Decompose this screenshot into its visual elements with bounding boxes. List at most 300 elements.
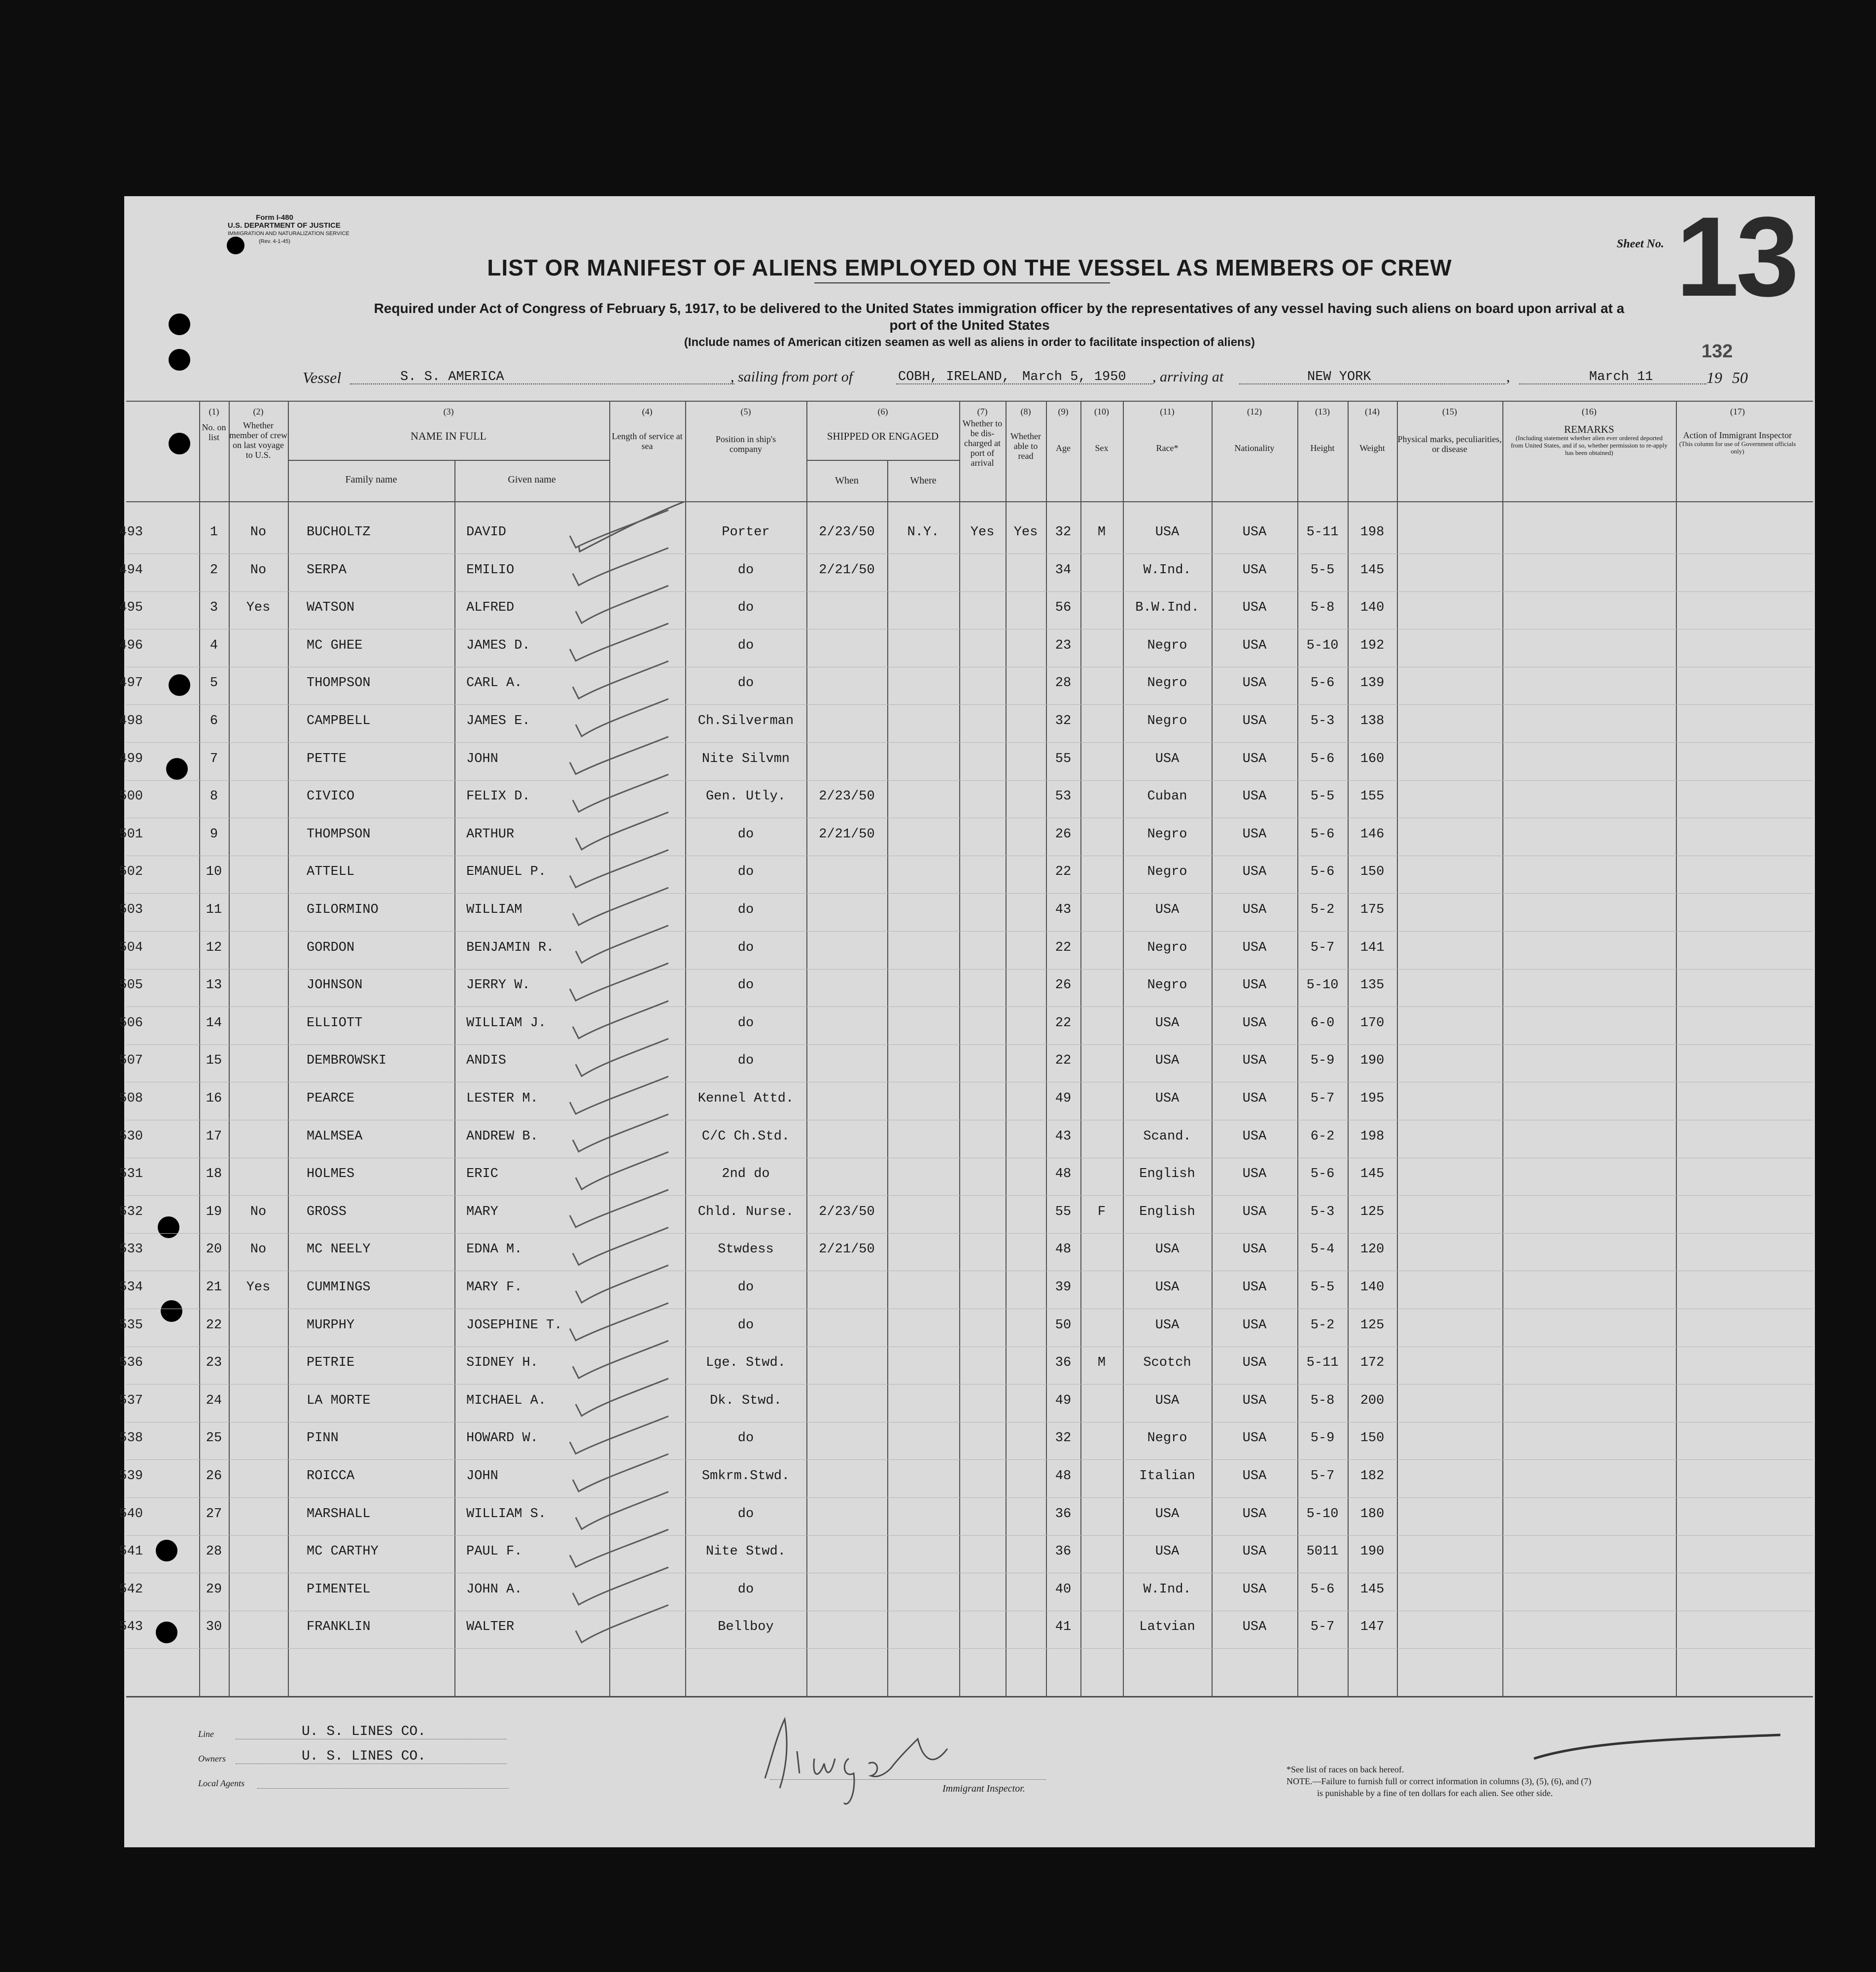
height: 5-7 (1310, 1469, 1335, 1484)
position: Stwdess (718, 1242, 774, 1257)
list-number: 15 (206, 1053, 222, 1069)
position: do (737, 1015, 754, 1031)
nationality: USA (1242, 600, 1267, 616)
list-number: 23 (206, 1355, 222, 1371)
height: 5-8 (1310, 600, 1335, 616)
race: Negro (1147, 827, 1187, 842)
nationality: USA (1242, 751, 1267, 766)
weight: 140 (1360, 1280, 1385, 1295)
agents-underline (257, 1788, 509, 1789)
height: 5-2 (1310, 1317, 1335, 1333)
col-header-weight (1348, 407, 1397, 453)
given-name: JOHN (466, 1469, 498, 1484)
age: 28 (1055, 676, 1072, 691)
col-number: (11) (1160, 407, 1175, 416)
given-name: ERIC (466, 1167, 498, 1182)
check-mark (576, 699, 668, 736)
race: USA (1155, 1091, 1180, 1106)
age: 32 (1055, 714, 1072, 728)
family-name: WATSON (307, 600, 355, 616)
list-number: 7 (209, 751, 218, 766)
col-header-shipped (806, 407, 959, 441)
family-name: PEARCE (307, 1091, 355, 1106)
weight: 198 (1360, 1129, 1385, 1144)
crew-table (119, 401, 1813, 1696)
weight: 172 (1360, 1355, 1385, 1371)
height: 5-5 (1310, 1280, 1335, 1295)
list-number: 24 (206, 1393, 222, 1408)
col-number: (13) (1315, 407, 1330, 416)
shipped-when: 2/23/50 (819, 525, 875, 540)
col-header-inspector-action (1676, 407, 1799, 455)
given-name: JOHN A. (466, 1582, 522, 1597)
departure-date: March 5, 1950 (1022, 370, 1126, 384)
col-number: (17) (1730, 407, 1745, 416)
age: 56 (1055, 600, 1072, 616)
list-number: 30 (206, 1620, 222, 1635)
weight: 192 (1360, 638, 1385, 653)
family-name: PETRIE (307, 1355, 355, 1371)
list-ref-number: 539 (119, 1469, 143, 1484)
race: Negro (1147, 978, 1187, 993)
age: 43 (1055, 902, 1072, 917)
age: 32 (1055, 1431, 1072, 1446)
check-mark (570, 1416, 668, 1453)
height: 5-9 (1310, 1053, 1335, 1069)
list-ref-number: 531 (119, 1167, 143, 1182)
check-mark (570, 510, 668, 548)
races-footnote: *See list of races on back hereof. (1286, 1764, 1404, 1774)
sex: M (1097, 525, 1106, 540)
age: 22 (1055, 865, 1072, 880)
list-number: 17 (206, 1129, 222, 1144)
subtitle-line2: port of the United States (889, 317, 1050, 333)
height: 5-5 (1310, 562, 1335, 578)
position: do (737, 827, 754, 842)
race: USA (1155, 1053, 1180, 1069)
name-subheader-rule (288, 460, 609, 461)
nationality: USA (1242, 1167, 1267, 1182)
family-name: PIMENTEL (307, 1582, 371, 1597)
line-value: U. S. LINES CO. (302, 1724, 426, 1739)
weight: 138 (1360, 714, 1385, 728)
race: USA (1155, 902, 1180, 917)
position: Bellboy (718, 1620, 774, 1635)
family-name: MC NEELY (307, 1242, 371, 1257)
family-name: MARSHALL (307, 1506, 371, 1522)
check-mark (573, 1114, 668, 1152)
weight: 145 (1360, 1582, 1385, 1597)
col-header-discharged (959, 407, 1006, 468)
weight: 180 (1360, 1506, 1385, 1522)
col-header-age (1046, 407, 1080, 453)
family-name: PINN (307, 1431, 339, 1446)
given-name: ALFRED (466, 600, 515, 616)
nationality: USA (1242, 1393, 1267, 1408)
position: do (737, 1506, 754, 1522)
nationality: USA (1242, 1204, 1267, 1219)
list-ref-number: 500 (119, 789, 143, 804)
age: 55 (1055, 751, 1072, 766)
service: IMMIGRATION AND NATURALIZATION SERVICE (228, 231, 349, 237)
given-name: WALTER (466, 1620, 515, 1635)
col-header-able-to-read (1006, 407, 1046, 461)
position: C/C Ch.Std. (701, 1129, 790, 1144)
position: do (737, 1431, 754, 1446)
weight: 150 (1360, 865, 1385, 880)
age: 26 (1055, 827, 1072, 842)
list-ref-number: 537 (119, 1393, 143, 1408)
height: 5-10 (1306, 638, 1339, 653)
col-number: (5) (740, 407, 751, 416)
previous-voyage: No (250, 1204, 267, 1219)
form-id: Form I-480 (256, 213, 293, 222)
family-name: MALMSEA (307, 1129, 363, 1144)
list-ref-number: 530 (119, 1129, 143, 1144)
check-mark (576, 812, 668, 850)
family-name: BUCHOLTZ (307, 525, 371, 540)
line-label: Line (198, 1729, 214, 1739)
col-header-family-name: Family name (345, 474, 397, 485)
given-name: BENJAMIN R. (466, 940, 555, 955)
list-ref-number: 499 (119, 751, 143, 766)
age: 49 (1055, 1091, 1072, 1106)
inspector-label: Immigrant Inspector. (942, 1783, 1025, 1794)
check-mark (570, 623, 668, 661)
list-number: 9 (209, 827, 218, 842)
family-name: JOHNSON (307, 978, 363, 993)
year-suffix: 50 (1732, 369, 1748, 386)
weight: 200 (1360, 1393, 1385, 1408)
race: Cuban (1147, 789, 1187, 804)
list-ref-number: 502 (119, 865, 143, 880)
shipped-when: 2/21/50 (819, 562, 875, 578)
col-number: (15) (1442, 407, 1457, 416)
nationality: USA (1242, 676, 1267, 691)
race: USA (1155, 1242, 1180, 1257)
sheet-number: 13 (1676, 193, 1796, 320)
list-number: 3 (209, 600, 218, 616)
nationality: USA (1242, 1582, 1267, 1597)
age: 48 (1055, 1469, 1072, 1484)
col-header-name (288, 407, 609, 441)
col-label: Position in ship's company (715, 434, 776, 454)
list-number: 14 (206, 1015, 222, 1031)
col-number: (16) (1582, 407, 1597, 416)
list-ref-number: 542 (119, 1582, 143, 1597)
subtitle-line3: (Include names of American citizen seamen as well as aliens in order to facilitate inspection of aliens) (684, 336, 1255, 349)
given-name: ARTHUR (466, 827, 515, 842)
sailing-label: , sailing from port of (730, 369, 853, 385)
family-name: CUMMINGS (307, 1280, 371, 1295)
shipped-subheader-rule (806, 460, 959, 461)
height: 5-3 (1310, 714, 1335, 728)
age: 48 (1055, 1242, 1072, 1257)
col-label: Weight (1359, 443, 1385, 453)
height: 5-6 (1310, 676, 1335, 691)
vessel-label: Vessel (303, 369, 342, 386)
height: 6-0 (1310, 1015, 1335, 1031)
position: Nite Stwd. (705, 1544, 786, 1559)
age: 26 (1055, 978, 1072, 993)
race: B.W.Ind. (1135, 600, 1199, 616)
col-number: (8) (1020, 407, 1031, 416)
age: 23 (1055, 638, 1072, 653)
list-number: 20 (206, 1242, 222, 1257)
weight: 150 (1360, 1431, 1385, 1446)
weight: 198 (1360, 525, 1385, 540)
position: do (737, 1582, 754, 1597)
weight: 182 (1360, 1469, 1385, 1484)
col-number: (14) (1365, 407, 1380, 416)
list-ref-number: 538 (119, 1431, 143, 1446)
age: 36 (1055, 1506, 1072, 1522)
shipped-when: 2/21/50 (819, 827, 875, 842)
race: Scand. (1143, 1129, 1191, 1144)
age: 49 (1055, 1393, 1072, 1408)
vessel-name: S. S. AMERICA (400, 370, 504, 384)
weight: 125 (1360, 1317, 1385, 1333)
check-mark (573, 1001, 668, 1038)
race: USA (1155, 1317, 1180, 1333)
inspector-signature (750, 1704, 962, 1813)
shipped-when: 2/21/50 (819, 1242, 875, 1257)
previous-voyage: No (250, 562, 267, 578)
col-header-service-length (609, 407, 685, 451)
race: Negro (1147, 638, 1187, 653)
shipped-where: N.Y. (907, 525, 939, 540)
family-name: THOMPSON (307, 827, 371, 842)
list-number: 26 (206, 1469, 222, 1484)
list-ref-number: 533 (119, 1242, 143, 1257)
check-mark (570, 1190, 668, 1227)
given-name: PAUL F. (466, 1544, 522, 1559)
list-ref-number: 541 (119, 1544, 143, 1559)
race: USA (1155, 1393, 1180, 1408)
family-name: FRANKLIN (307, 1620, 371, 1635)
age: 41 (1055, 1620, 1072, 1635)
check-mark (576, 1265, 668, 1303)
nationality: USA (1242, 1242, 1267, 1257)
age: 55 (1055, 1204, 1072, 1219)
nationality: USA (1242, 1431, 1267, 1446)
owners-label: Owners (198, 1754, 226, 1764)
list-number: 27 (206, 1506, 222, 1522)
list-number: 11 (206, 902, 222, 917)
col-label: Physical marks, peculiarities, or disease (1397, 434, 1502, 454)
position: Chld. Nurse. (697, 1204, 794, 1219)
nationality: USA (1242, 1620, 1267, 1635)
check-mark (576, 1038, 668, 1076)
family-name: HOLMES (307, 1167, 355, 1182)
given-name: MARY F. (466, 1280, 522, 1295)
table-top-rule (126, 401, 1813, 402)
col-note: (Including statement whether alien ever ordered deported from United States, and if so, whether permission to re-apply has been obtained) (1510, 434, 1668, 456)
given-name: DAVID (466, 525, 507, 540)
col-label: Whether able to read (1010, 431, 1041, 461)
family-name: MURPHY (307, 1317, 355, 1333)
year-prefix: 19 (1706, 369, 1722, 386)
position: Kennel Attd. (697, 1091, 794, 1106)
height: 5-6 (1310, 865, 1335, 880)
nationality: USA (1242, 865, 1267, 880)
race: Negro (1147, 1431, 1187, 1446)
race: USA (1155, 1280, 1180, 1295)
fine-note-cont: is punishable by a fine of ten dollars for each alien. See other side. (1317, 1788, 1553, 1798)
race: USA (1155, 751, 1180, 766)
previous-voyage: No (250, 1242, 267, 1257)
weight: 190 (1360, 1544, 1385, 1559)
manifest-sheet (119, 193, 1815, 1847)
race: Negro (1147, 714, 1187, 728)
col-header-where: Where (910, 475, 937, 486)
height: 5-8 (1310, 1393, 1335, 1408)
col-label: Whether to be dis-charged at port of arrival (962, 418, 1003, 468)
family-name: DEMBROWSKI (307, 1053, 387, 1069)
check-mark (573, 661, 668, 698)
given-name: ANDIS (466, 1053, 507, 1069)
position: do (737, 1280, 754, 1295)
owners-value: U. S. LINES CO. (302, 1749, 426, 1764)
position: do (737, 600, 754, 616)
nationality: USA (1242, 714, 1267, 728)
weight: 135 (1360, 978, 1385, 993)
check-mark (570, 850, 668, 887)
weight: 195 (1360, 1091, 1385, 1106)
check-mark (573, 1567, 668, 1605)
height: 5-10 (1306, 978, 1339, 993)
agents-label: Local Agents (198, 1778, 245, 1788)
nationality: USA (1242, 978, 1267, 993)
position: Gen. Utly. (705, 789, 786, 804)
list-ref-number: 498 (119, 714, 143, 728)
family-name: ATTELL (307, 865, 355, 880)
list-ref-number: 493 (119, 525, 143, 540)
family-name: ELLIOTT (307, 1015, 363, 1031)
list-ref-number: 496 (119, 638, 143, 653)
given-name: HOWARD W. (466, 1431, 538, 1446)
family-name: THOMPSON (307, 676, 371, 691)
list-ref-number: 503 (119, 902, 143, 917)
list-ref-number: 505 (119, 978, 143, 993)
arrival-underline (1239, 383, 1505, 384)
height: 5-6 (1310, 751, 1335, 766)
weight: 160 (1360, 751, 1385, 766)
shipped-when: 2/23/50 (819, 789, 875, 804)
age: 40 (1055, 1582, 1072, 1597)
col-number: (7) (977, 407, 988, 416)
list-ref-number: 497 (119, 676, 143, 691)
age: 43 (1055, 1129, 1072, 1144)
given-name: JAMES D. (466, 638, 530, 653)
pen-line (1534, 1735, 1780, 1759)
height: 5-6 (1310, 1582, 1335, 1597)
list-number: 28 (206, 1544, 222, 1559)
nationality: USA (1242, 1506, 1267, 1522)
given-name: ANDREW B. (466, 1129, 538, 1144)
given-name: JOHN (466, 751, 498, 766)
col-header-given-name: Given name (508, 474, 556, 485)
given-name: SIDNEY H. (466, 1355, 538, 1371)
race: Scotch (1143, 1355, 1191, 1371)
weight: 147 (1360, 1620, 1385, 1635)
col-label: Whether member of crew on last voyage to U.S. (229, 420, 287, 460)
check-mark (573, 1227, 668, 1265)
check-mark (573, 774, 668, 812)
weight: 145 (1360, 562, 1385, 578)
weight: 145 (1360, 1167, 1385, 1182)
race: USA (1155, 1015, 1180, 1031)
height: 5011 (1306, 1544, 1339, 1559)
given-name: CARL A. (466, 676, 522, 691)
list-number: 12 (206, 940, 222, 955)
family-name: LA MORTE (307, 1393, 371, 1408)
sex: M (1097, 1355, 1106, 1371)
check-mark (576, 1379, 668, 1416)
col-header-position (685, 407, 806, 454)
family-name: CIVICO (307, 789, 355, 804)
list-ref-number: 504 (119, 940, 143, 955)
page-title: LIST OR MANIFEST OF ALIENS EMPLOYED ON THE VESSEL AS MEMBERS OF CREW (487, 255, 1452, 280)
race: Negro (1147, 865, 1187, 880)
signature-stroke (765, 1719, 947, 1804)
departure-port: COBH, IRELAND, (898, 370, 1010, 384)
previous-voyage: Yes (246, 1280, 271, 1295)
weight: 140 (1360, 600, 1385, 616)
previous-voyage: No (250, 525, 267, 540)
given-name: WILLIAM J. (466, 1015, 547, 1031)
race: W.Ind. (1143, 1582, 1191, 1597)
col-number: (10) (1094, 407, 1109, 416)
list-number: 6 (209, 714, 218, 728)
discharged: Yes (970, 525, 995, 540)
check-mark (576, 1605, 668, 1642)
date-underline (1519, 383, 1706, 384)
race: Negro (1147, 676, 1187, 691)
position: Dk. Stwd. (710, 1393, 782, 1408)
family-name: SERPA (307, 562, 347, 578)
position: Smkrm.Stwd. (701, 1469, 790, 1484)
check-mark (576, 926, 668, 963)
list-ref-number: 495 (119, 600, 143, 616)
height: 5-5 (1310, 789, 1335, 804)
age: 48 (1055, 1167, 1072, 1182)
age: 32 (1055, 525, 1072, 540)
check-mark (570, 737, 668, 774)
col-number: (4) (642, 407, 653, 416)
nationality: USA (1242, 1355, 1267, 1371)
height: 5-4 (1310, 1242, 1335, 1257)
position: do (737, 1053, 754, 1069)
arrival-port: NEW YORK (1307, 370, 1371, 384)
position: do (737, 1317, 754, 1333)
position: do (737, 978, 754, 993)
family-name: GILORMINO (307, 902, 379, 917)
col-label: Nationality (1234, 443, 1275, 453)
list-ref-number: 535 (119, 1317, 143, 1333)
col-header-list-no (199, 407, 229, 442)
given-name: WILLIAM S. (466, 1506, 547, 1522)
height: 5-3 (1310, 1204, 1335, 1219)
list-number: 4 (209, 638, 218, 653)
col-note: (This column for use of Government officials only) (1679, 440, 1796, 455)
given-name: MARY (466, 1204, 498, 1219)
col-header-when: When (835, 475, 859, 486)
age: 22 (1055, 1053, 1072, 1069)
height: 5-6 (1310, 1167, 1335, 1182)
col-number: (12) (1247, 407, 1262, 416)
height: 5-7 (1310, 1091, 1335, 1106)
